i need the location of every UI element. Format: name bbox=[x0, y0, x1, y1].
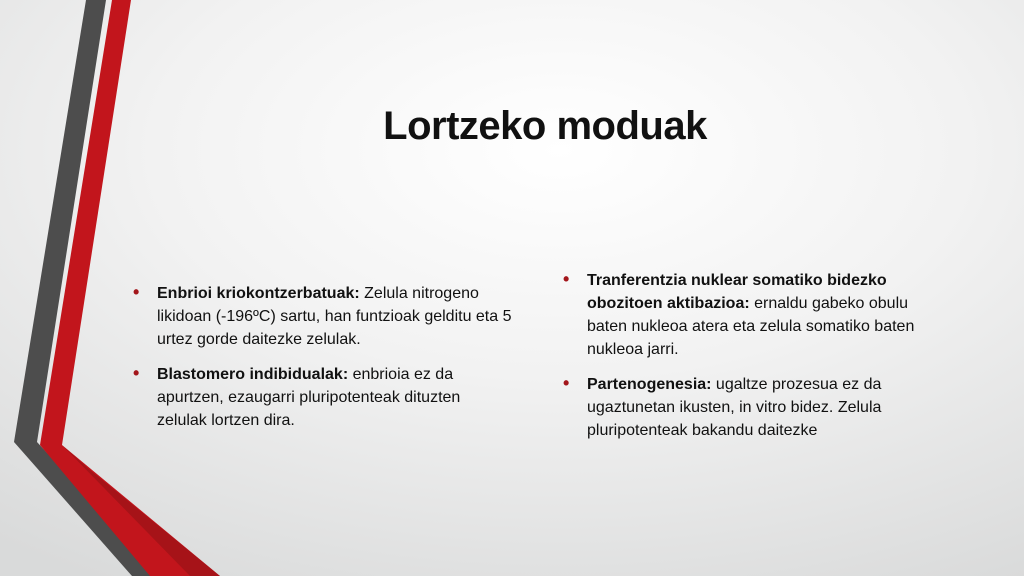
bullet-item bbox=[133, 282, 513, 351]
bullet-text: enbrioia ez da apurtzen, ezaugarri pluripotenteak dituzten zelulak lortzen dira. bbox=[157, 366, 461, 429]
bullet-item bbox=[563, 373, 943, 442]
bullet-text: Zelula nitrogeno likidoan (-196ºC) sartu, han funtzioak gelditu eta 5 urtez gorde daitezke zelulak. bbox=[157, 285, 512, 348]
bullet-term: Partenogenesia: bbox=[587, 376, 712, 393]
bullet-item bbox=[133, 363, 513, 432]
bullet-text: ugaltze prozesua ez da ugaztunetan ikusten, in vitro bidez. Zelula pluripotenteak bakandu daitezke bbox=[587, 376, 882, 439]
bullet-term: Blastomero indibidualak: bbox=[157, 366, 349, 383]
bullet-text: ernaldu gabeko obulu baten nukleoa atera eta zelula somatiko baten nukleoa jarri. bbox=[587, 295, 915, 358]
right-column bbox=[563, 269, 943, 454]
right-bullet-list bbox=[563, 269, 943, 442]
bullet-icon: • bbox=[133, 363, 140, 383]
bullet-term: Tranferentzia nuklear somatiko bidezko obozitoen aktibazioa: bbox=[587, 272, 887, 312]
slide-title: Lortzeko moduak bbox=[383, 104, 707, 148]
bullet-term: Enbrioi kriokontzerbatuak: bbox=[157, 285, 360, 302]
left-column bbox=[133, 282, 513, 444]
left-bullet-list bbox=[133, 282, 513, 432]
bullet-item bbox=[563, 269, 943, 361]
bullet-icon: • bbox=[133, 282, 140, 302]
bullet-icon: • bbox=[563, 373, 570, 393]
bullet-icon: • bbox=[563, 269, 570, 289]
